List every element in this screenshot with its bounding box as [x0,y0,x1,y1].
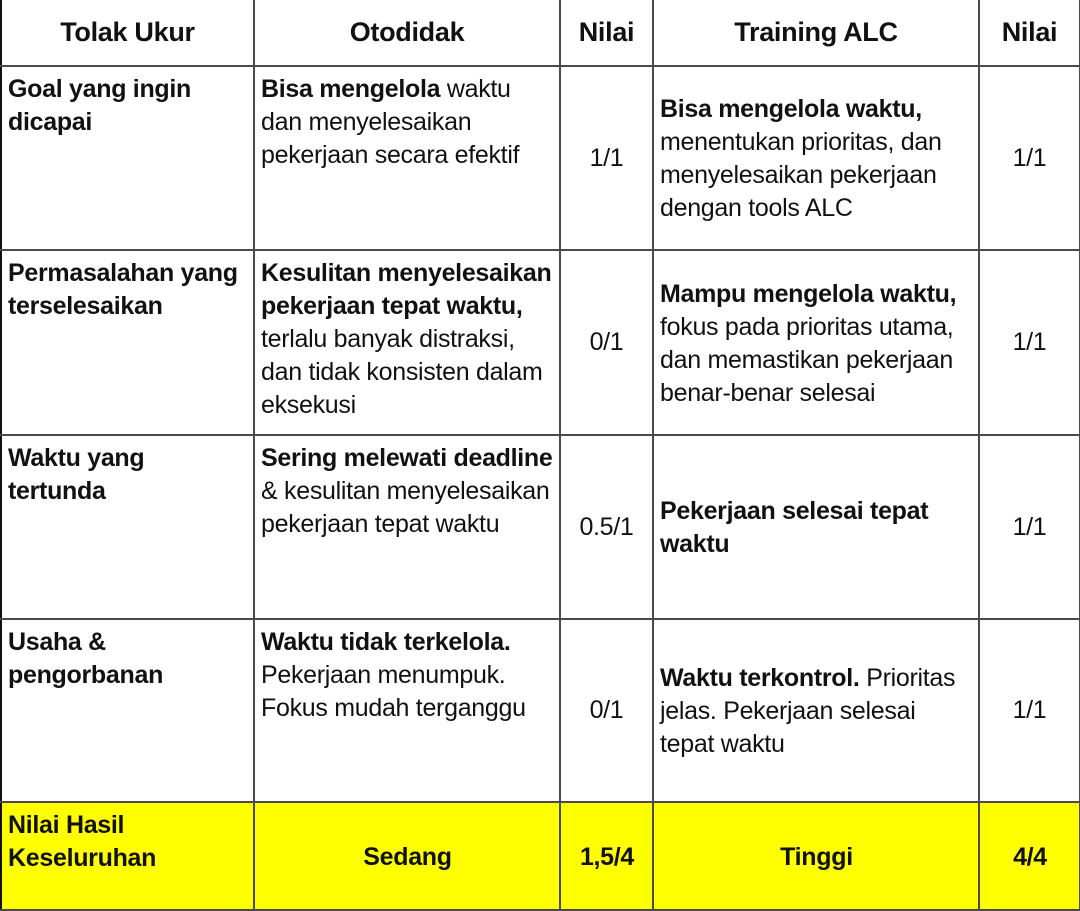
criterion-cell: Permasalahan yang terselesaikan [1,250,254,435]
table-row [1,435,1080,619]
training-text: menentukan prioritas, dan menyelesaikan pekerjaan dengan tools ALC [660,128,942,222]
total-self-taught-score: 1,5/4 [560,802,653,910]
training-highlight: Mampu mengelola waktu, [660,279,957,308]
self-taught-highlight: Sering melewati deadline [261,444,553,472]
self-taught-cell [254,435,560,619]
header-self-taught-score: Nilai [560,0,653,66]
header-row [1,0,1080,66]
training-cell [653,435,979,619]
training-cell [653,250,979,435]
total-self-taught: Sedang [254,802,560,910]
table-row [1,619,1080,802]
criterion-cell: Waktu yang tertunda [1,435,254,619]
self-taught-cell [254,250,560,435]
training-score: 1/1 [979,435,1080,619]
self-taught-score: 0/1 [560,250,653,435]
header-training-score: Nilai [979,0,1080,66]
header-training: Training ALC [653,0,979,66]
training-highlight: Pekerjaan selesai tepat waktu [660,497,929,558]
self-taught-score: 0/1 [560,619,653,802]
total-row [1,802,1080,910]
self-taught-highlight: Bisa mengelola [261,75,441,103]
training-cell [653,619,979,802]
self-taught-highlight: Waktu tidak terkelola. [261,628,511,656]
self-taught-cell [254,66,560,250]
self-taught-cell [254,619,560,802]
self-taught-highlight: Kesulitan menyelesaikan pekerjaan tepat waktu, [261,259,552,320]
self-taught-score: 1/1 [560,66,653,250]
criterion-cell: Goal yang ingin dicapai [1,66,254,250]
self-taught-text: waktu dan menyelesaikan pekerjaan secara efektif [261,75,520,169]
criterion-cell: Usaha & pengorbanan [1,619,254,802]
self-taught-text: & kesulitan menyelesaikan pekerjaan tepat waktu [261,477,550,538]
total-training-score: 4/4 [979,802,1080,910]
training-score: 1/1 [979,619,1080,802]
training-score: 1/1 [979,66,1080,250]
table-row [1,66,1080,250]
table-row [1,250,1080,435]
training-score: 1/1 [979,250,1080,435]
training-text: Prioritas jelas. Pekerjaan selesai tepat waktu [660,664,956,758]
total-training: Tinggi [653,802,979,910]
training-cell [653,66,979,250]
self-taught-text: Pekerjaan menumpuk. Fokus mudah terganggu [261,661,526,722]
training-highlight: Waktu terkontrol. [660,664,860,692]
header-self-taught: Otodidak [254,0,560,66]
header-criterion: Tolak Ukur [1,0,254,66]
total-criterion: Nilai Hasil Keseluruhan [1,802,254,910]
self-taught-text: terlalu banyak distraksi, dan tidak konsisten dalam eksekusi [261,325,543,419]
training-text: fokus pada prioritas utama, dan memastikan pekerjaan benar-benar selesai [660,312,954,407]
self-taught-score: 0.5/1 [560,435,653,619]
training-highlight: Bisa mengelola waktu, [660,95,922,123]
